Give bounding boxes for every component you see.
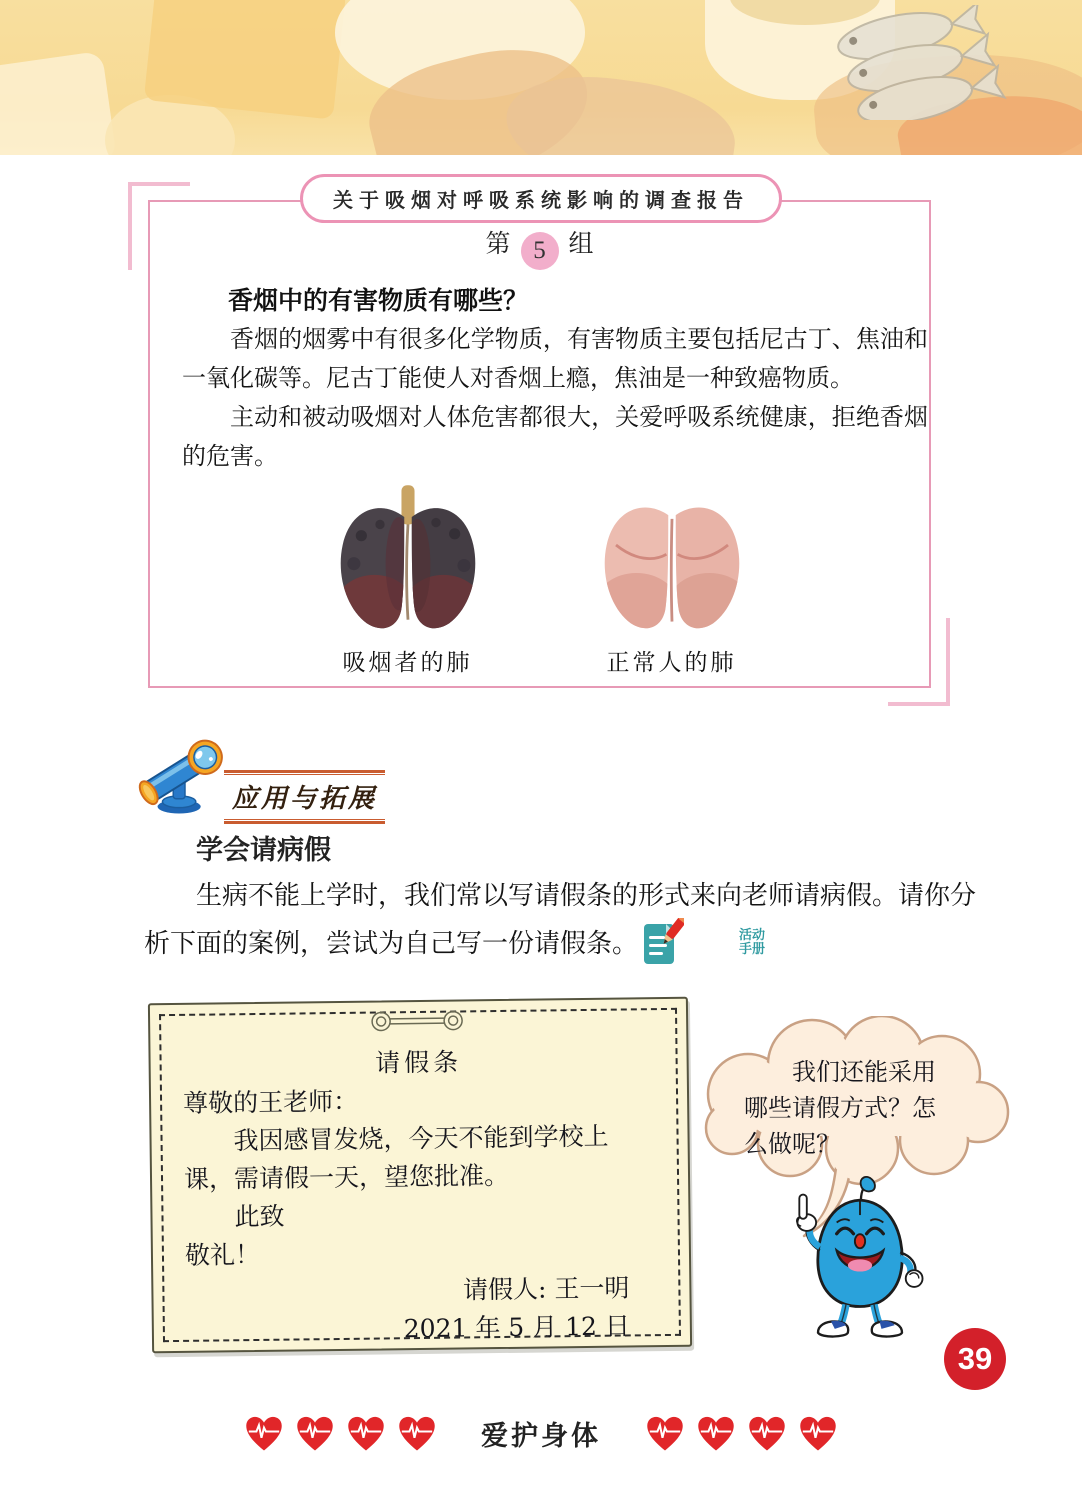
section-intro-text: 生病不能上学时，我们常以写请假条的形式来向老师请病假。请你分析下面的案例，尝试为自己写一份请假条。: [144, 881, 977, 959]
activity-handbook-icon: [642, 918, 684, 966]
section-header-label: 应用与拓展: [224, 774, 385, 820]
sick-note-closing: 敬礼！: [184, 1239, 261, 1270]
sick-note-body: [182, 1041, 658, 1351]
water-drop-mascot: [790, 1172, 930, 1344]
footer-motto: 爱护身体: [481, 1421, 601, 1451]
page-number-badge: 39: [944, 1328, 1006, 1390]
speech-bubble-text: 我们还能采用哪些请假方式？怎么做呢？: [744, 1058, 936, 1158]
group-line: [148, 224, 931, 270]
heartbeat-icon: [797, 1415, 839, 1453]
smoker-lung-caption: 吸烟者的肺: [342, 650, 473, 676]
normal-lung-image: [588, 478, 756, 640]
sick-note-title: 请假条: [374, 1047, 463, 1078]
activity-handbook-label: 活动 手册: [739, 927, 766, 956]
sick-note: [148, 997, 692, 1354]
noodles-shape: [144, 0, 347, 120]
sick-note-signer: 请假人: 王一明: [462, 1273, 630, 1305]
fish-icon: [805, 5, 1035, 120]
sick-note-date: 2021 年 5 月 12 日: [403, 1311, 631, 1344]
telescope-icon: [136, 712, 234, 816]
heartbeat-icon: [746, 1415, 788, 1453]
heartbeat-icon: [644, 1415, 686, 1453]
normal-lung-figure: [588, 478, 756, 677]
section-intro: [144, 874, 978, 966]
group-prefix: 第: [485, 229, 511, 258]
heartbeat-icon: [695, 1415, 737, 1453]
heartbeat-icon: [396, 1415, 438, 1453]
section-header: [224, 770, 385, 824]
sick-note-salutation: 尊敬的王老师：: [182, 1086, 359, 1118]
group-number-badge: 5: [521, 232, 559, 270]
report-paragraph-2: 主动和被动吸烟对人体危害都很大，关爱呼吸系统健康，拒绝香烟的危害。: [182, 403, 928, 470]
smoker-lung-image: [324, 478, 492, 640]
lung-comparison: [148, 478, 931, 677]
report-paragraph-1: 香烟的烟雾中有很多化学物质，有害物质主要包括尼古丁、焦油和一氧化碳等。尼古丁能使人对香烟上瘾，焦油是一种致癌物质。: [182, 325, 928, 392]
smoker-lung-figure: [324, 478, 492, 677]
sick-note-line: 我因感冒发烧，今天不能到学校上: [233, 1121, 609, 1156]
activity-handbook: [642, 918, 765, 966]
group-suffix: 组: [568, 229, 594, 258]
sick-note-closing: 此致: [234, 1201, 285, 1232]
heartbeat-icon: [345, 1415, 387, 1453]
normal-lung-caption: 正常人的肺: [606, 650, 737, 676]
bread-shape: [0, 51, 117, 155]
page-footer: [0, 1414, 1082, 1453]
report-question-heading: 香烟中的有害物质有哪些？: [228, 287, 529, 315]
heartbeat-icon: [294, 1415, 336, 1453]
report-title: 关于吸烟对呼吸系统影响的调查报告: [300, 174, 782, 223]
section-subheading: 学会请病假: [196, 835, 331, 865]
paper-clip-icon: [353, 1007, 483, 1035]
sick-note-line: 课，需请假一天，望您批准。: [183, 1160, 510, 1194]
heartbeat-icon: [243, 1415, 285, 1453]
food-banner-image: [0, 0, 1082, 155]
